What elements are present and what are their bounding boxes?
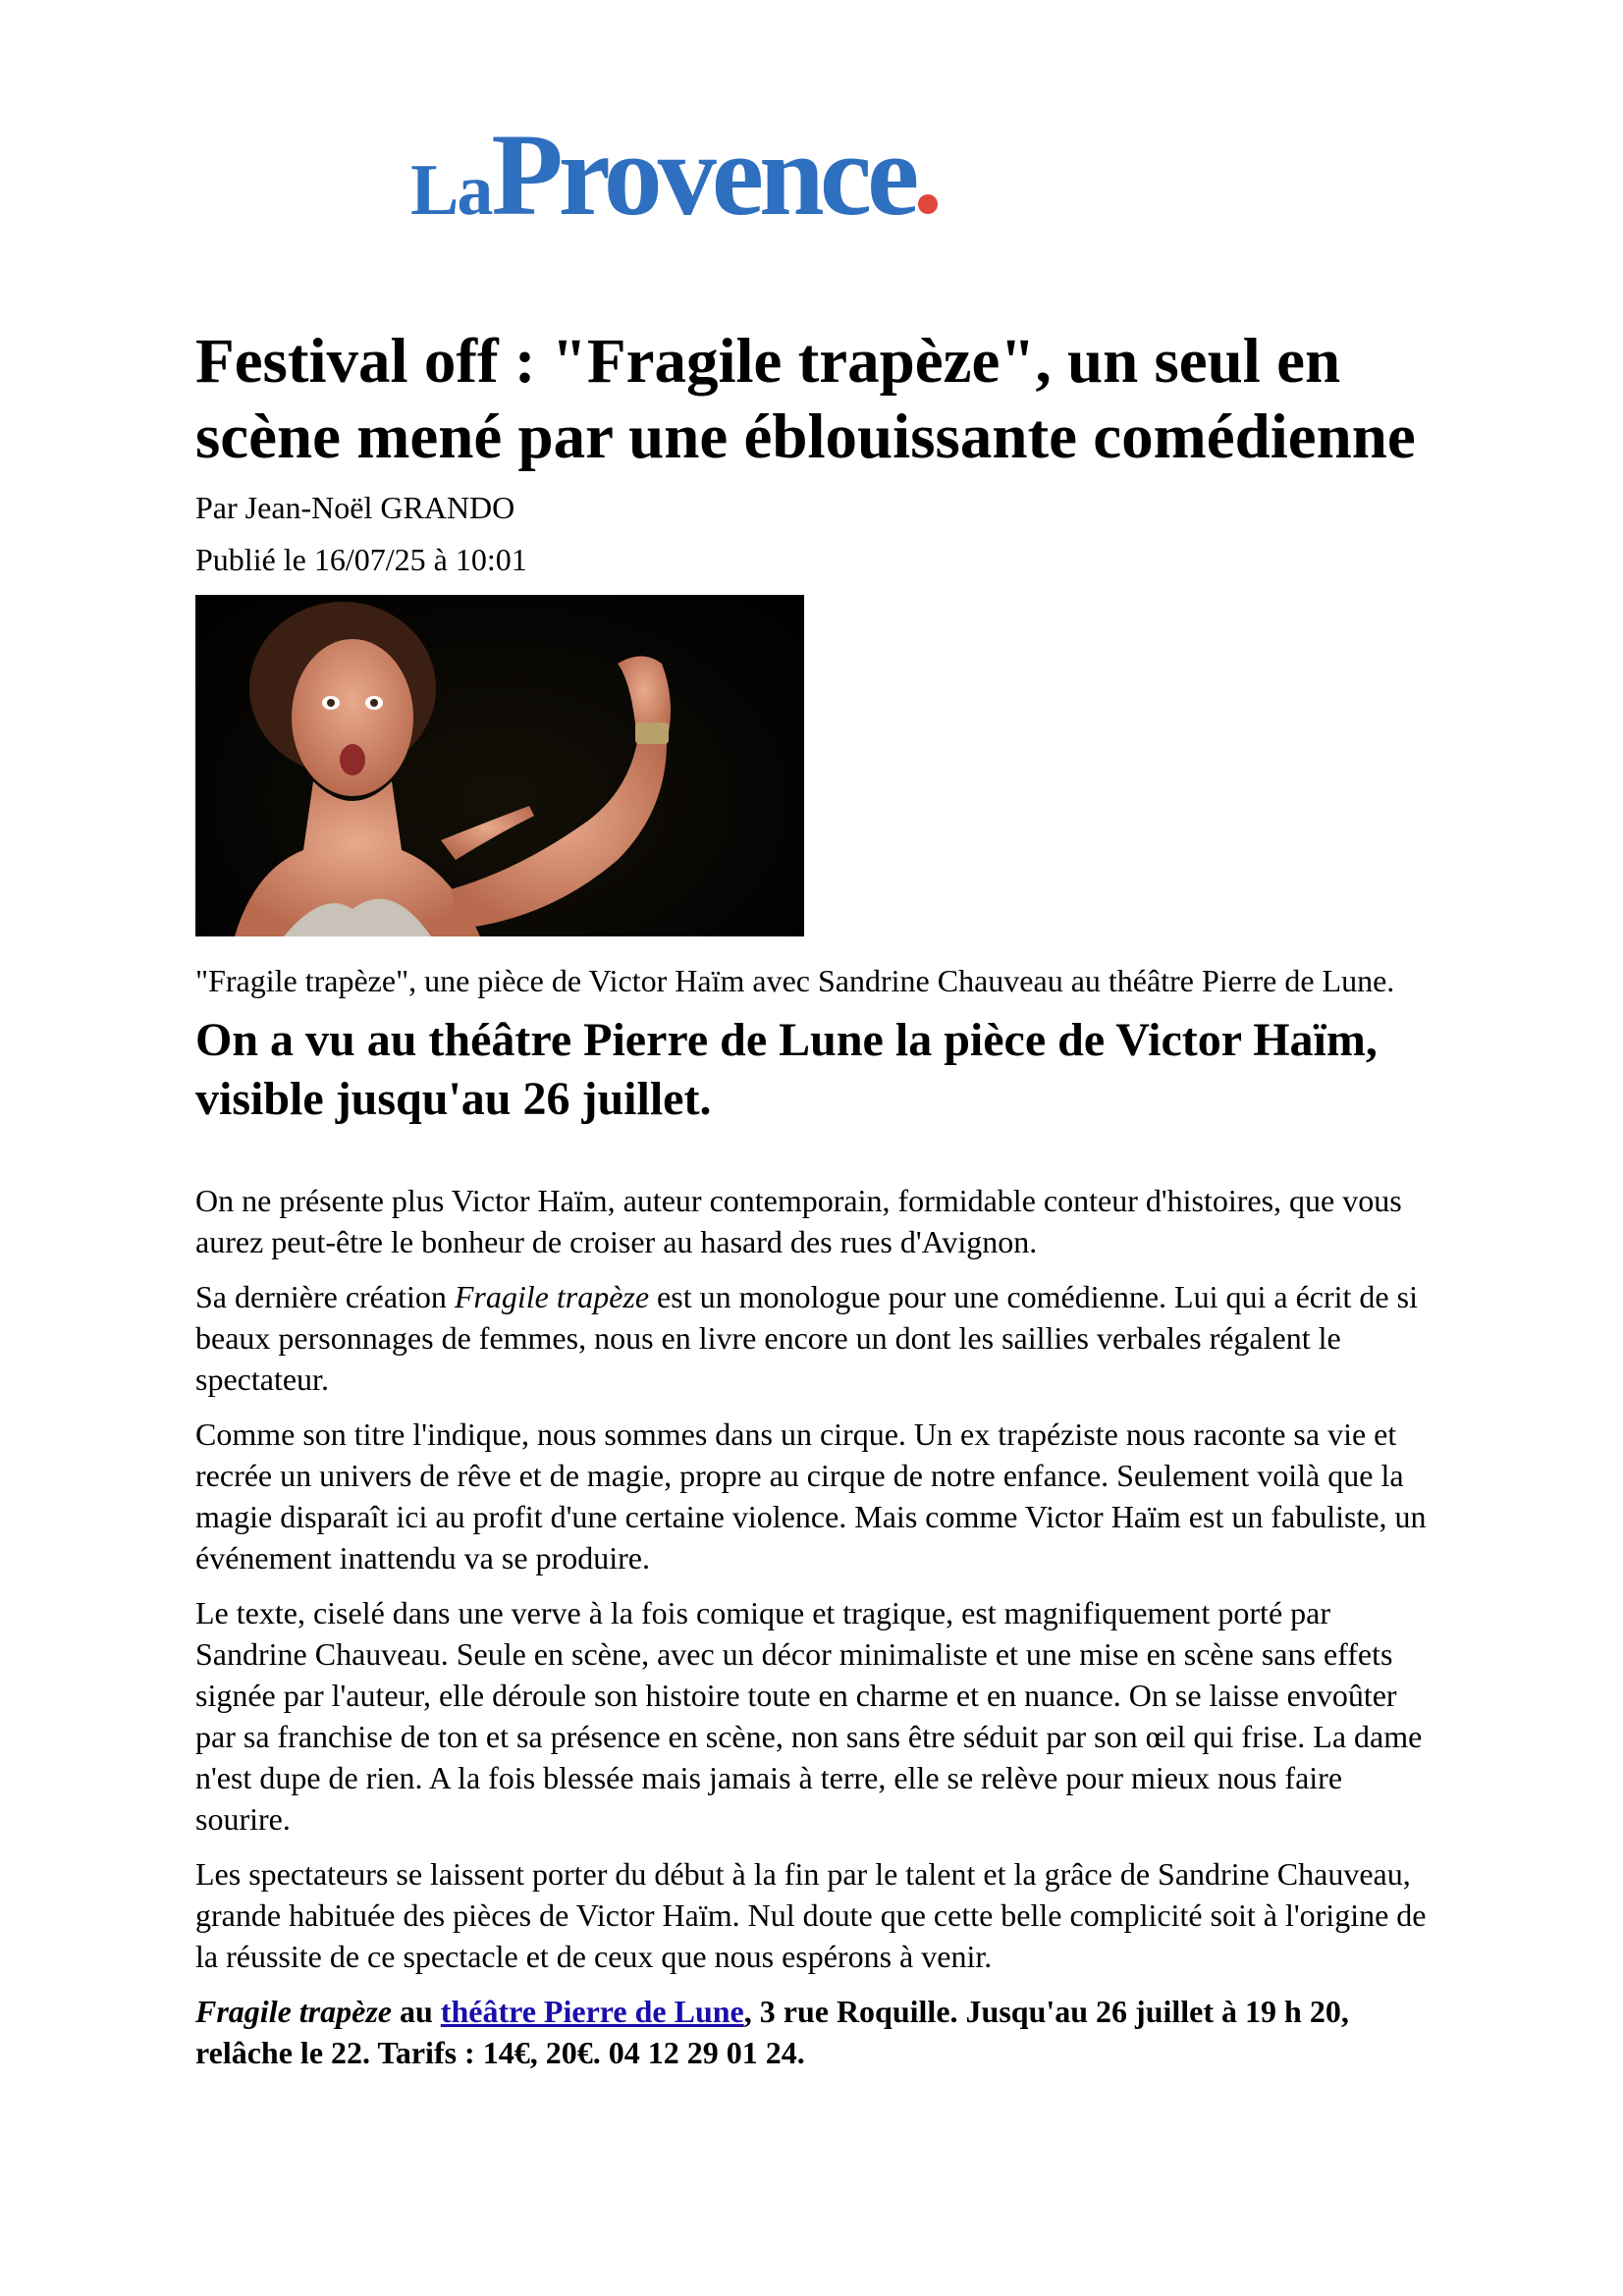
article-lead: On a vu au théâtre Pierre de Lune la pièce de Victor Haïm, visible jusqu'au 26 juillet. [195, 1014, 1378, 1125]
actress-photo-illustration [195, 595, 804, 936]
paragraph: Les spectateurs se laissent porter du début à la fin par le talent et la grâce de Sandrine Chauveau, grande habituée des pièces de Victor Haïm. Nul doute que cette belle complicité soit à l'origine de la réussite de ce spectacle et de ceux que nous espérons à venir. [195, 1856, 1427, 1974]
practical-info: Fragile trapèze au théâtre Pierre de Lune, 3 rue Roquille. Jusqu'au 26 juillet à 19 h 20, relâche le 22. Tarifs : 14€, 20€. 04 12 29 01 24. [195, 1994, 1349, 2070]
article-title: Festival off : "Fragile trapèze", un seul en scène mené par une éblouissante comédienne [195, 326, 1416, 472]
logo-provence: Provence [491, 109, 915, 240]
bracelet-shape [635, 722, 669, 744]
article [195, 324, 1442, 2087]
paragraph: Comme son titre l'indique, nous sommes dans un cirque. Un ex trapéziste nous raconte sa vie et recrée un univers de rêve et de magie, propre au cirque de notre enfance. Seulement voilà que la magie disparaît ici au profit d'une certaine violence. Mais comme Victor Haïm est un fabuliste, un événement inattendu va se produire. [195, 1416, 1427, 1575]
play-title-italic: Fragile trapèze [454, 1279, 650, 1314]
theatre-link[interactable]: théâtre Pierre de Lune [440, 1994, 744, 2029]
article-author: Par Jean-Noël GRANDO [195, 490, 515, 525]
info-play-title: Fragile trapèze [195, 1994, 392, 2029]
paragraph: On ne présente plus Victor Haïm, auteur contemporain, formidable conteur d'histoires, que vous aurez peut-être le bonheur de croiser au hasard des rues d'Avignon. [195, 1183, 1402, 1259]
logo-la: La [410, 150, 492, 231]
article-published-date: Publié le 16/07/25 à 10:01 [195, 542, 527, 577]
article-photo [195, 595, 804, 936]
article-body [195, 1180, 1442, 2073]
logo-dot [918, 194, 938, 214]
la-provence-logo [410, 109, 938, 240]
paragraph: Le texte, ciselé dans une verve à la fois comique et tragique, est magnifiquement porté par Sandrine Chauveau. Seule en scène, avec un décor minimaliste et une mise en scène sans effets signée par l'auteur, elle déroule son histoire toute en charme et en nuance. On se laisse envoûter par sa franchise de ton et sa présence en scène, non sans être séduit par son œil qui frise. La dame n'est dupe de rien. A la fois blessée mais jamais à terre, elle se relève pour mieux nous faire sourire. [195, 1595, 1423, 1837]
photo-caption: "Fragile trapèze", une pièce de Victor Haïm avec Sandrine Chauveau au théâtre Pierre de Lune. [195, 963, 1395, 998]
paragraph: Sa dernière création Fragile trapèze est un monologue pour une comédienne. Lui qui a écrit de si beaux personnages de femmes, nous en livre encore un dont les saillies verbales régalent le spectateur. [195, 1279, 1418, 1397]
